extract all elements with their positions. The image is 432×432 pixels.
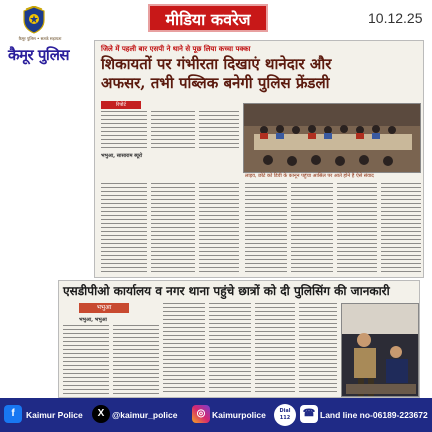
clip-kicker: जिले में पहली बार एसपी ने थाने से पूछ लिया कच्चा पक्का — [101, 45, 251, 53]
clip-headline — [101, 55, 421, 93]
text-column — [113, 325, 159, 395]
header — [0, 0, 432, 41]
facebook-handle[interactable]: Kaimur Police — [26, 410, 83, 420]
text-column — [163, 303, 205, 395]
meeting-photo — [243, 103, 421, 173]
newspaper-clipping-bottom — [58, 280, 420, 398]
photo-caption: लाइव, छोटे को डिवी के कानून पहुंचा आसिल पर आते होने है ऐसे संवाद — [245, 173, 374, 179]
text-column — [381, 183, 421, 275]
clip2-byline: भभुआ, भभुआ — [79, 317, 107, 323]
police-badge-logo — [22, 6, 46, 34]
text-column — [255, 303, 295, 395]
clip2-section-tag: भभुआ — [79, 303, 129, 313]
text-column — [291, 183, 333, 275]
text-column — [151, 111, 195, 151]
page-title: मीडिया कवरेज — [148, 4, 268, 32]
text-column — [245, 183, 287, 275]
twitter-x-icon[interactable]: X — [92, 405, 110, 423]
date-label: 10.12.25 — [368, 10, 423, 26]
text-column — [101, 183, 147, 275]
text-column — [337, 183, 377, 275]
newspaper-clipping-main — [94, 40, 424, 278]
students-police-photo — [341, 303, 419, 397]
clip-headline-line1: शिकायतों पर गंभीरता दिखाएं थानेदार और — [101, 55, 332, 73]
twitter-handle[interactable]: @kaimur_police — [112, 410, 178, 420]
brand-name: कैमूर पुलिस — [8, 46, 70, 64]
dial-number: 112 — [279, 415, 291, 421]
dial-label: Dial — [279, 408, 291, 414]
instagram-handle[interactable]: Kaimurpolice — [212, 410, 266, 420]
landline-number[interactable]: Land line no-06189-223672 — [320, 410, 428, 420]
footer-contact-bar — [0, 398, 432, 432]
clip2-headline: एसडीपीओ कार्यालय व नगर थाना पहुंचे छात्रों को दी पुलिसिंग की जानकारी — [63, 284, 390, 298]
instagram-icon[interactable]: ◎ — [192, 405, 210, 423]
text-column — [151, 183, 195, 275]
text-column — [63, 325, 109, 395]
facebook-icon[interactable]: f — [4, 405, 22, 423]
text-column — [199, 111, 239, 151]
text-column — [209, 303, 251, 395]
clip-byline: भभुआ, सासाराम ब्यूरो — [101, 153, 143, 159]
text-column — [101, 111, 147, 151]
logo-subtext: कैमूर पुलिस • सतर्क सहायता — [18, 36, 62, 41]
phone-icon: ☎ — [300, 405, 318, 423]
text-column — [199, 183, 239, 275]
dial-112-icon[interactable] — [274, 404, 296, 426]
clip-headline-line2: अफसर, तभी पब्लिक बनेगी पुलिस फ्रेंडली — [101, 74, 330, 92]
clip-section-tag: रिपोर्ट — [101, 101, 141, 109]
text-column — [299, 303, 337, 395]
